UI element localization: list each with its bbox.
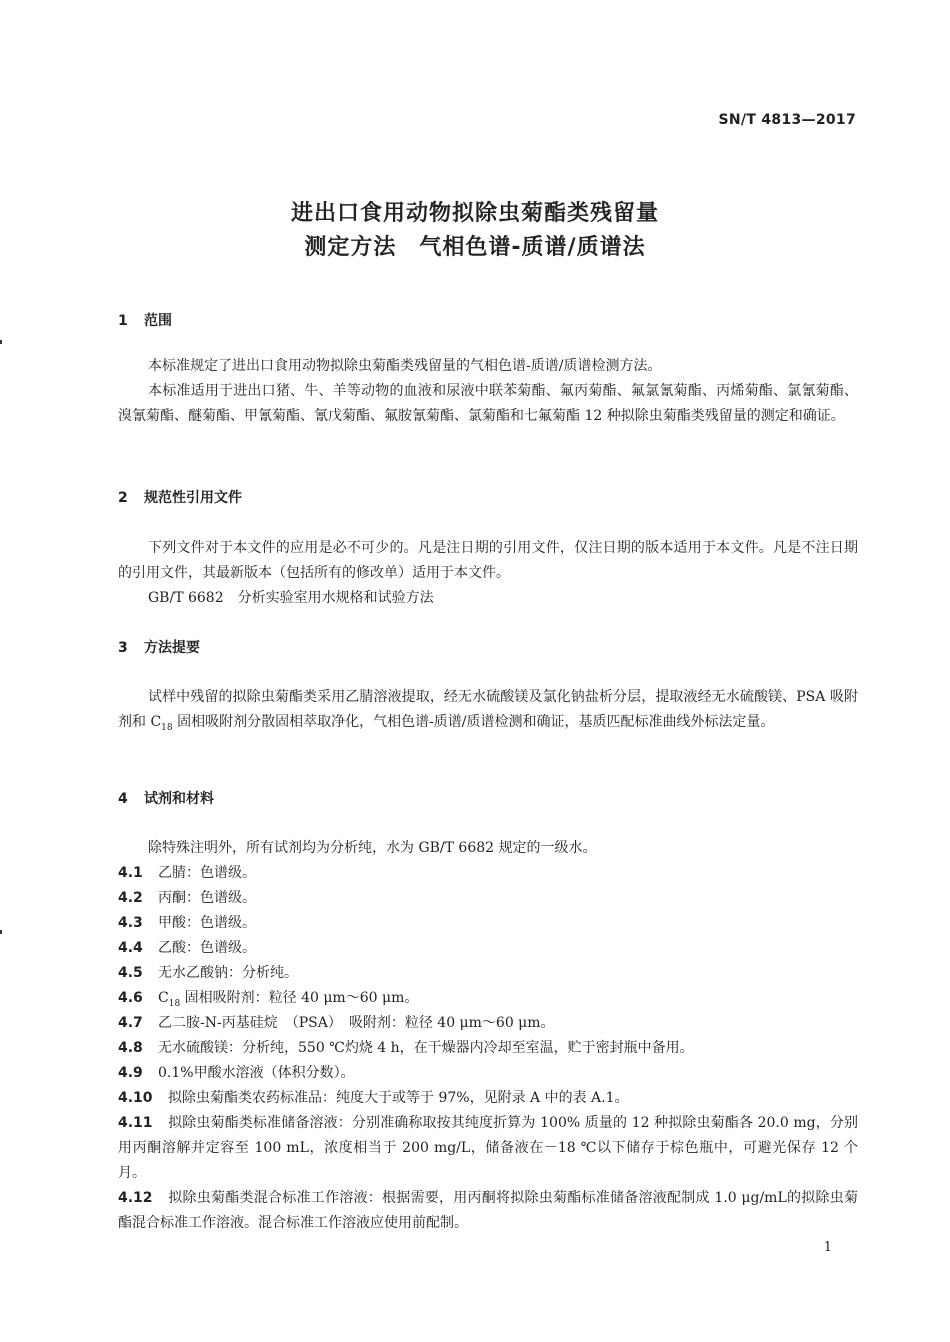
list-item — [118, 861, 858, 886]
reference-item: GB/T 6682 分析实验室用水规格和试验方法 — [148, 590, 434, 606]
scan-mark — [0, 930, 2, 934]
item-text: 固相吸附剂：粒径 40 μm～60 μm。 — [180, 990, 419, 1006]
standard-code: SN/T 4813—2017 — [718, 112, 856, 128]
item-number: 4.10 — [118, 1090, 153, 1106]
paragraph: 本标准适用于进出口猪、牛、羊等动物的血液和尿液中联苯菊酯、氟丙菊酯、氟氯氰菊酯、丙烯菊酯、氯氰菊酯、溴氰菊酯、醚菊酯、甲氰菊酯、氰戊菊酯、氟胺氰菊酯、氯菊酯和七氟菊酯 12 种拟除虫菊酯类残留量的测定和确证。 — [118, 383, 858, 424]
section-number: 2 — [118, 490, 128, 506]
item-number: 4.1 — [118, 865, 143, 881]
section-title: 试剂和材料 — [144, 791, 214, 807]
item-number: 4.3 — [118, 915, 143, 931]
item-number: 4.8 — [118, 1040, 143, 1056]
list-item — [118, 961, 858, 986]
item-text: 丙酮：色谱级。 — [158, 890, 256, 906]
item-number: 4.2 — [118, 890, 143, 906]
section-heading-scope — [118, 310, 172, 330]
item-number: 4.9 — [118, 1065, 143, 1081]
item-text: 拟除虫菊酯类混合标准工作溶液：根据需要，用丙酮将拟除虫菊酯标准储备溶液配制成 1.0 μg/mL的拟除虫菊酯混合标准工作溶液。混合标准工作溶液应使用前配制。 — [118, 1190, 858, 1231]
scan-mark — [0, 340, 2, 344]
text-segment: 试样中残留的拟除虫菊酯类采用乙腈溶液提取，经无水硫酸镁及氯化钠盐析分层，提取液经无水硫酸镁、PSA 吸附剂和 C — [118, 689, 858, 730]
item-text: 乙腈：色谱级。 — [158, 865, 256, 881]
item-number: 4.11 — [118, 1115, 153, 1131]
item-text: 拟除虫菊酯类农药标准品：纯度大于或等于 97%，见附录 A 中的表 A.1。 — [168, 1090, 629, 1106]
section-heading-method-summary — [118, 637, 200, 657]
item-number: 4.5 — [118, 965, 143, 981]
item-number: 4.12 — [118, 1190, 153, 1206]
list-item — [118, 1186, 858, 1236]
list-item — [118, 911, 858, 936]
item-number: 4.4 — [118, 940, 143, 956]
list-item — [118, 1086, 858, 1111]
section-number: 1 — [118, 313, 128, 329]
paragraph: 下列文件对于本文件的应用是必不可少的。凡是注日期的引用文件，仅注日期的版本适用于本文件。凡是不注日期的引用文件，其最新版本（包括所有的修改单）适用于本文件。 — [118, 540, 858, 581]
section-title: 范围 — [144, 313, 172, 329]
text-segment: 固相吸附剂分散固相萃取净化，气相色谱-质谱/质谱检测和确证，基质匹配标准曲线外标法定量。 — [172, 714, 775, 730]
item-number: 4.6 — [118, 990, 143, 1006]
item-text: 无水硫酸镁：分析纯，550 ℃灼烧 4 h，在干燥器内冷却至室温，贮于密封瓶中备用。 — [158, 1040, 694, 1056]
item-text: 拟除虫菊酯类标准储备溶液：分别准确称取按其纯度折算为 100% 质量的 12 种拟除虫菊酯各 20.0 mg，分别用丙酮溶解并定容至 100 mL，浓度相当于 200 mg/L，储备液在－18 ℃以下储存于棕色瓶中，可避光保存 12 个月。 — [118, 1115, 858, 1181]
subscript: 18 — [168, 998, 181, 1009]
list-item — [118, 1061, 858, 1086]
document-title-line1: 进出口食用动物拟除虫菊酯类残留量 — [290, 201, 659, 226]
section-title: 规范性引用文件 — [144, 490, 242, 506]
paragraph: 除特殊注明外，所有试剂均为分析纯，水为 GB/T 6682 规定的一级水。 — [148, 840, 597, 856]
item-text: 无水乙酸钠：分析纯。 — [158, 965, 298, 981]
list-item — [118, 886, 858, 911]
section-heading-reagents — [118, 788, 214, 808]
section-number: 3 — [118, 640, 128, 656]
item-text: 甲酸：色谱级。 — [158, 915, 256, 931]
section-heading-normative-references — [118, 487, 242, 507]
section-title: 方法提要 — [144, 640, 200, 656]
section-number: 4 — [118, 791, 128, 807]
item-text: 乙二胺-N-丙基硅烷 （PSA） 吸附剂：粒径 40 μm～60 μm。 — [158, 1015, 555, 1031]
paragraph — [118, 685, 858, 741]
subscript: 18 — [161, 722, 173, 733]
list-item — [118, 936, 858, 961]
paragraph: 本标准规定了进出口食用动物拟除虫菊酯类残留量的气相色谱-质谱/质谱检测方法。 — [148, 358, 662, 374]
item-number: 4.7 — [118, 1015, 143, 1031]
list-item — [118, 1011, 858, 1036]
item-text: C — [158, 990, 169, 1006]
item-text: 0.1%甲酸水溶液（体积分数）。 — [158, 1065, 355, 1081]
list-item — [118, 1111, 858, 1186]
page-number: 1 — [823, 1240, 832, 1255]
list-item — [118, 1036, 858, 1061]
item-text: 乙酸：色谱级。 — [158, 940, 256, 956]
document-title-line2: 测定方法 气相色谱-质谱/质谱法 — [304, 235, 646, 260]
